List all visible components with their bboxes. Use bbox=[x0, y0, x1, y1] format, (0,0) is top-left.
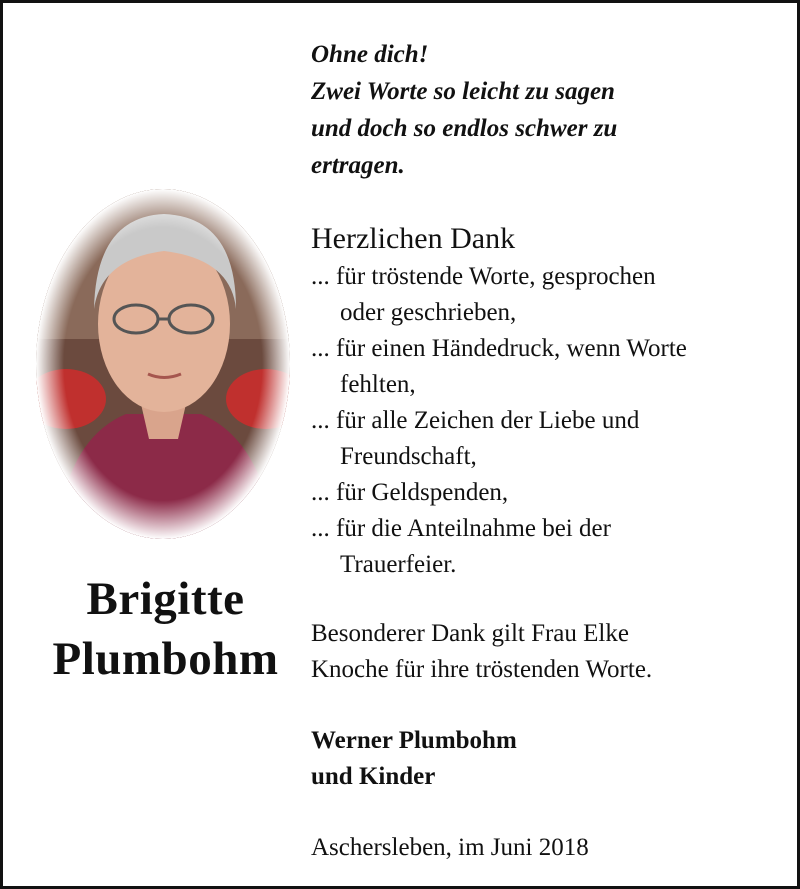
thanks-item-line: ... für alle Zeichen der Liebe und bbox=[311, 407, 640, 434]
thanks-item-continuation: oder geschrieben, bbox=[340, 299, 517, 326]
signature-line: und Kinder bbox=[311, 763, 436, 790]
thanks-item bbox=[311, 511, 791, 583]
thanks-item-line: ... für einen Händedruck, wenn Worte bbox=[311, 335, 687, 362]
signature bbox=[311, 723, 517, 795]
poem bbox=[311, 36, 791, 184]
thanks-item bbox=[311, 475, 791, 511]
thanks-list bbox=[311, 259, 791, 583]
thanks-item-line: ... für Geldspenden, bbox=[311, 479, 509, 506]
first-name: Brigitte bbox=[86, 573, 245, 625]
special-thanks-line: Besonderer Dank gilt Frau Elke bbox=[311, 620, 629, 647]
left-column bbox=[3, 3, 308, 886]
special-thanks bbox=[311, 616, 791, 688]
special-thanks-line: Knoche für ihre tröstenden Worte. bbox=[311, 656, 653, 683]
poem-line: und doch so endlos schwer zu bbox=[311, 115, 618, 142]
poem-line: Ohne dich! bbox=[311, 41, 429, 68]
thanks-item-continuation: Trauerfeier. bbox=[340, 551, 457, 578]
thanks-item bbox=[311, 259, 791, 331]
place-date: Aschersleben, im Juni 2018 bbox=[311, 834, 589, 861]
thanks-item-continuation: fehlten, bbox=[340, 371, 416, 398]
signature-line: Werner Plumbohm bbox=[311, 727, 517, 754]
thanks-item-line: ... für tröstende Worte, gesprochen bbox=[311, 263, 656, 290]
last-name: Plumbohm bbox=[52, 633, 279, 685]
thanks-heading: Herzlichen Dank bbox=[311, 222, 516, 255]
deceased-name bbox=[23, 569, 308, 689]
thanks-item-continuation: Freundschaft, bbox=[340, 443, 477, 470]
poem-line: ertragen. bbox=[311, 152, 405, 179]
portrait-illustration bbox=[36, 189, 290, 539]
thanks-item-line: ... für die Anteilnahme bei der bbox=[311, 515, 611, 542]
thanks-item bbox=[311, 403, 791, 475]
portrait-photo bbox=[36, 189, 290, 539]
thanks-item bbox=[311, 331, 791, 403]
poem-line: Zwei Worte so leicht zu sagen bbox=[311, 78, 615, 105]
